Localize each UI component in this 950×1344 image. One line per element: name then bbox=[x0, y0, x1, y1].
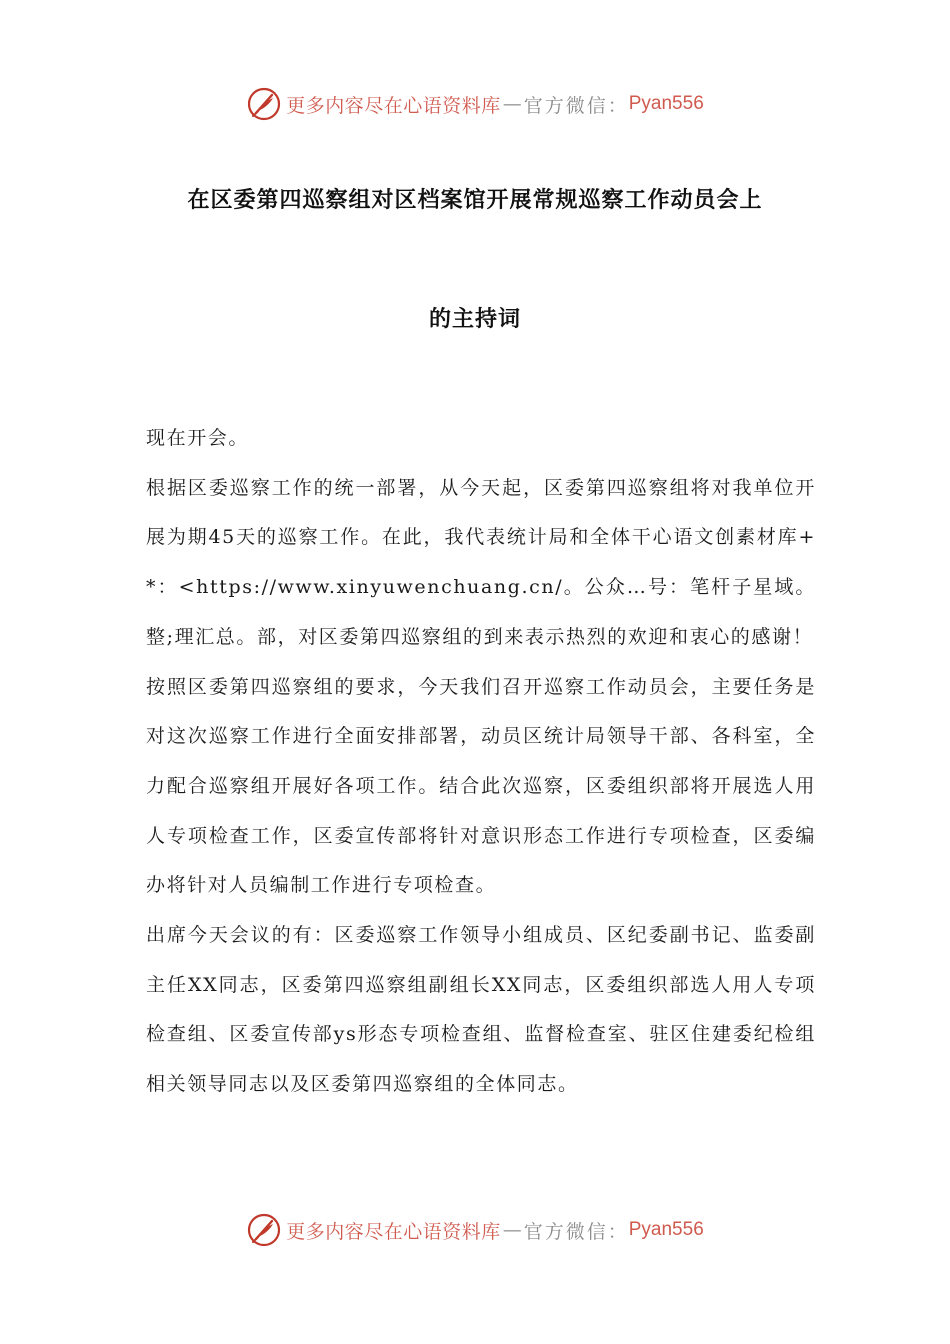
quill-logo-icon bbox=[246, 86, 282, 122]
document-title-line-1: 在区委第四巡察组对区档案馆开展常规巡察工作动员会上 bbox=[187, 188, 763, 213]
watermark-separator: — bbox=[502, 1219, 522, 1241]
watermark-separator: — bbox=[502, 93, 522, 115]
watermark-main-text: 更多内容尽在心语资料库 bbox=[286, 94, 501, 117]
watermark-wechat-id: Pyan556 bbox=[628, 93, 704, 114]
quill-logo-icon bbox=[246, 1212, 282, 1248]
header-watermark bbox=[0, 84, 950, 124]
document-title-line-2: 的主持词 bbox=[428, 307, 521, 332]
paragraph-opening: 现在开会。 bbox=[146, 427, 250, 449]
watermark-wechat-id: Pyan556 bbox=[628, 1219, 704, 1240]
paragraph-tasks: 按照区委第四巡察组的要求，今天我们召开巡察工作动员会，主要任务是对这次巡察工作进行全面安排部署，动员区统计局领导干部、各科室，全力配合巡察组开展好各项工作。结合此次巡察，区委组织部将开展选人用人专项检查工作，区委宣传部将针对意识形态工作进行专项检查，区委编办将针对人员编制工作进行专项检查。 bbox=[146, 675, 816, 897]
document-body bbox=[146, 414, 816, 1110]
watermark-wechat-label: 官方微信： bbox=[523, 1220, 629, 1243]
watermark-wechat-label: 官方微信： bbox=[523, 94, 629, 117]
watermark-main-text: 更多内容尽在心语资料库 bbox=[286, 1220, 501, 1243]
paragraph-welcome: 根据区委巡察工作的统一部署，从今天起，区委第四巡察组将对我单位开展为期45天的巡察工作。在此，我代表统计局和全体干心语文创素材库+*：<https://www.xinyuwenchuang.cn/。公众…号：笔杆子星域。整;理汇总。部，对区委第四巡察组的到来表示热烈的欢迎和衷心的感谢！ bbox=[146, 476, 816, 648]
footer-watermark bbox=[0, 1210, 950, 1250]
paragraph-attendees: 出席今天会议的有：区委巡察工作领导小组成员、区纪委副书记、监委副主任XX同志，区委第四巡察组副组长XX同志，区委组织部选人用人专项检查组、区委宣传部ys形态专项检查组、监督检查室、驻区住建委纪检组相关领导同志以及区委第四巡察组的全体同志。 bbox=[146, 924, 816, 1096]
